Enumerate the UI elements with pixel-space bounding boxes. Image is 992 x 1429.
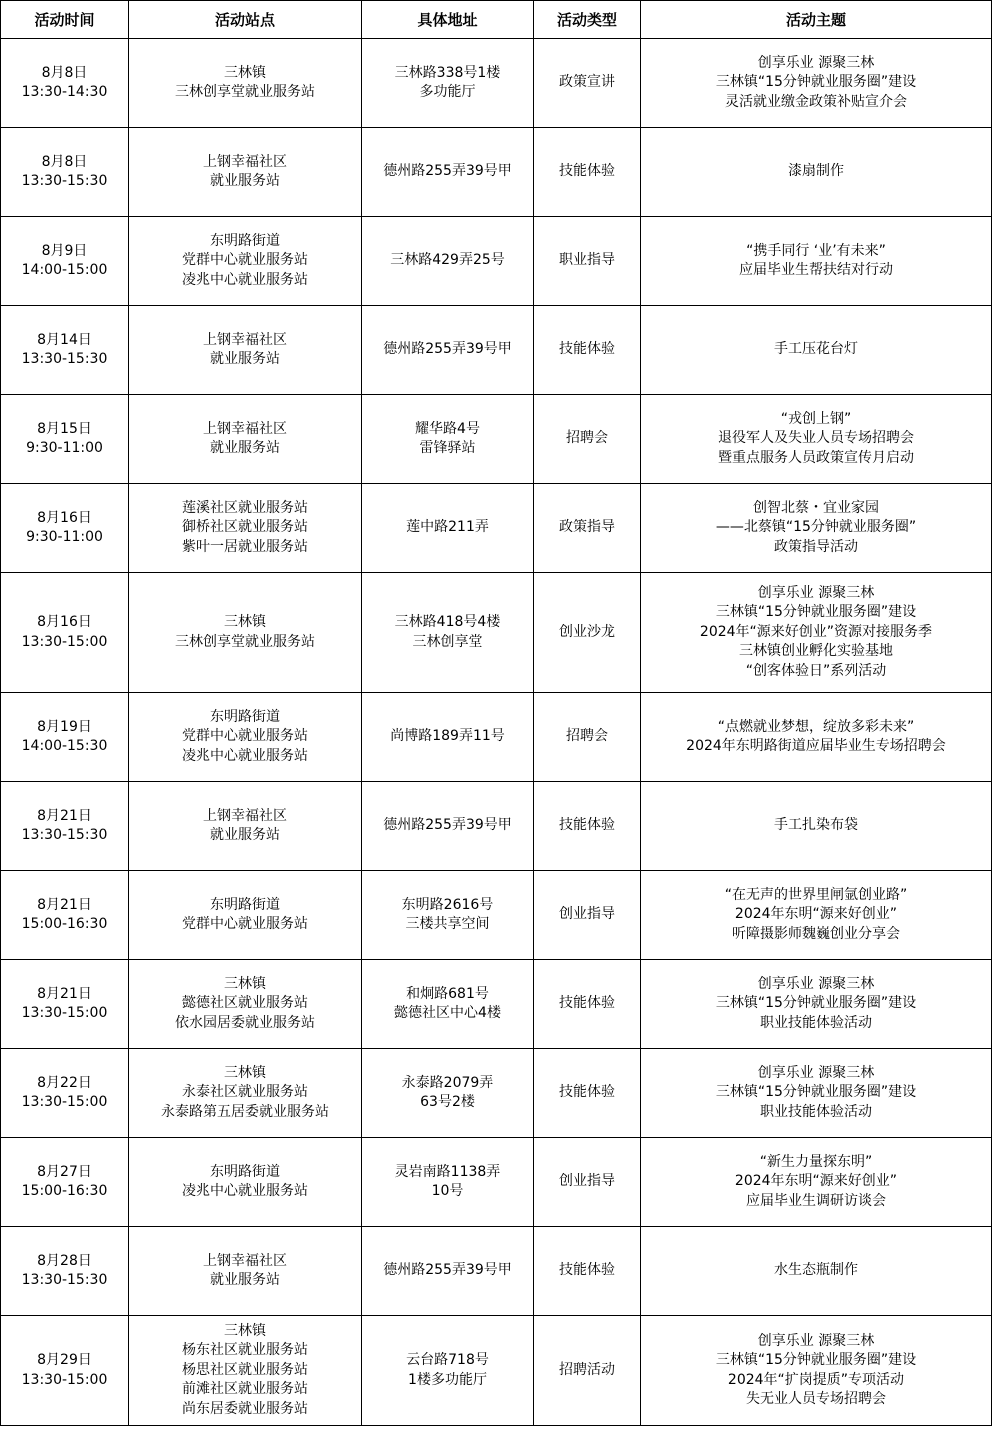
cell-site-line: 上钢幸福社区 xyxy=(203,807,287,824)
cell-theme-line: 三林镇“15分钟就业服务圈”建设 xyxy=(715,995,917,1012)
cell-site xyxy=(129,395,362,484)
cell-type xyxy=(534,217,641,306)
cell-type xyxy=(534,128,641,217)
cell-time xyxy=(1,1316,129,1426)
cell-address xyxy=(362,1049,534,1138)
cell-site xyxy=(129,217,362,306)
cell-theme-line: 手工压花台灯 xyxy=(774,341,858,358)
cell-theme xyxy=(641,573,992,693)
table-row xyxy=(1,484,992,573)
cell-address-line: 云台路718号 xyxy=(406,1352,489,1368)
cell-time-line: 13:30-15:00 xyxy=(21,1094,108,1110)
cell-type-text: 技能体验 xyxy=(559,163,615,180)
cell-address-line: 永泰路2079弄 xyxy=(401,1074,494,1091)
table-row xyxy=(1,395,992,484)
cell-time-line: 9:30-11:00 xyxy=(26,529,103,545)
cell-site-line: 上钢幸福社区 xyxy=(203,153,287,170)
cell-time-line: 14:00-15:30 xyxy=(21,738,108,754)
cell-site-line: 党群中心就业服务站 xyxy=(182,252,308,269)
cell-site xyxy=(129,306,362,395)
cell-site-line: 前滩社区就业服务站 xyxy=(182,1381,308,1398)
table-row xyxy=(1,306,992,395)
cell-address-line: 三林路418号4楼 xyxy=(394,614,501,630)
cell-type xyxy=(534,871,641,960)
cell-time-line: 13:30-15:00 xyxy=(21,1005,108,1021)
cell-theme xyxy=(641,395,992,484)
cell-theme-line: 三林镇“15分钟就业服务圈”建设 xyxy=(715,1084,917,1101)
table-row xyxy=(1,960,992,1049)
cell-address-line: 多功能厅 xyxy=(419,84,476,100)
cell-type xyxy=(534,693,641,782)
cell-address-line: 1楼多功能厅 xyxy=(408,1371,487,1388)
cell-time-line: 13:30-15:30 xyxy=(21,1272,108,1288)
cell-site-line: 东明路街道 xyxy=(210,896,280,913)
cell-site-line: 三林镇 xyxy=(224,975,266,992)
cell-address xyxy=(362,395,534,484)
cell-site-line: 凌兆中心就业服务站 xyxy=(182,271,308,288)
cell-site-line: 三林镇 xyxy=(224,1064,266,1081)
cell-site-line: 就业服务站 xyxy=(210,1272,280,1288)
cell-type-text: 技能体验 xyxy=(559,1084,615,1101)
cell-site xyxy=(129,1227,362,1316)
cell-theme-line: 创智北蔡・宜业家园 xyxy=(753,499,879,516)
cell-site-line: 就业服务站 xyxy=(210,173,280,189)
cell-site-line: 就业服务站 xyxy=(210,440,280,456)
table-row xyxy=(1,782,992,871)
cell-address xyxy=(362,782,534,871)
cell-address-line: 莲中路211弄 xyxy=(406,519,489,536)
cell-time-line: 13:30-15:30 xyxy=(21,351,108,367)
cell-time xyxy=(1,128,129,217)
cell-address-line: 德州路255弄39号甲 xyxy=(383,817,512,834)
cell-theme xyxy=(641,693,992,782)
cell-address-line: 三林创享堂 xyxy=(412,633,483,650)
cell-site xyxy=(129,1138,362,1227)
table-body xyxy=(1,39,992,1426)
cell-time xyxy=(1,1049,129,1138)
cell-theme xyxy=(641,39,992,128)
cell-time-line: 8月28日 xyxy=(37,1252,92,1269)
table-row xyxy=(1,573,992,693)
cell-time-line: 8月21日 xyxy=(37,985,92,1002)
header-theme: 活动主题 xyxy=(641,1,992,39)
cell-address-line: 东明路2616号 xyxy=(401,896,494,913)
cell-time-line: 8月16日 xyxy=(37,509,92,526)
cell-theme-line: 应届毕业生调研访谈会 xyxy=(746,1192,886,1209)
header-site: 活动站点 xyxy=(129,1,362,39)
cell-type xyxy=(534,1316,641,1426)
cell-time-line: 8月15日 xyxy=(37,420,92,437)
cell-site xyxy=(129,693,362,782)
cell-site-line: 上钢幸福社区 xyxy=(203,1252,287,1269)
cell-address-line: 懿德社区中心4楼 xyxy=(394,1005,501,1021)
cell-type xyxy=(534,395,641,484)
cell-theme-line: 2024年东明路街道应届毕业生专场招聘会 xyxy=(686,738,946,754)
cell-site xyxy=(129,484,362,573)
cell-site xyxy=(129,39,362,128)
cell-time-line: 8月14日 xyxy=(37,331,92,348)
cell-address-line: 德州路255弄39号甲 xyxy=(383,163,512,180)
cell-theme-line: “在无声的世界里闸氩创业路” xyxy=(724,886,908,903)
cell-site-line: 永泰路第五居委就业服务站 xyxy=(161,1103,329,1120)
cell-type xyxy=(534,39,641,128)
cell-theme-line: 职业技能体验活动 xyxy=(760,1103,872,1120)
cell-site-line: 杨思社区就业服务站 xyxy=(182,1361,308,1378)
table-row xyxy=(1,871,992,960)
cell-type xyxy=(534,960,641,1049)
cell-type xyxy=(534,573,641,693)
cell-time-line: 8月21日 xyxy=(37,807,92,824)
cell-type-text: 创业指导 xyxy=(559,1173,615,1190)
cell-time-line: 9:30-11:00 xyxy=(26,440,103,456)
cell-type xyxy=(534,1227,641,1316)
cell-theme-line: 创享乐业 源聚三林 xyxy=(757,584,875,601)
cell-site-line: 上钢幸福社区 xyxy=(203,331,287,348)
cell-time xyxy=(1,782,129,871)
cell-theme-line: 退役军人及失业人员专场招聘会 xyxy=(718,430,914,447)
cell-type-text: 技能体验 xyxy=(559,341,615,358)
cell-theme-line: 失无业人员专场招聘会 xyxy=(746,1391,886,1407)
cell-theme-line: 2024年“源来好创业”资源对接服务季 xyxy=(699,623,933,640)
header-row xyxy=(1,1,992,39)
cell-theme-line: 灵活就业缴金政策补贴宣介会 xyxy=(725,93,907,110)
cell-site xyxy=(129,1316,362,1426)
cell-time xyxy=(1,39,129,128)
table-row xyxy=(1,1049,992,1138)
cell-address-line: 63号2楼 xyxy=(420,1094,475,1110)
table-row xyxy=(1,1316,992,1426)
cell-site-line: 上钢幸福社区 xyxy=(203,420,287,437)
cell-theme xyxy=(641,217,992,306)
cell-theme xyxy=(641,1049,992,1138)
cell-time-line: 13:30-14:30 xyxy=(21,84,108,100)
cell-address xyxy=(362,1316,534,1426)
cell-address-line: 三林路429弄25号 xyxy=(390,252,505,269)
cell-theme-line: 2024年东明“源来好创业” xyxy=(734,1173,898,1190)
cell-address-line: 德州路255弄39号甲 xyxy=(383,341,512,358)
cell-site-line: 东明路街道 xyxy=(210,708,280,725)
cell-time xyxy=(1,306,129,395)
cell-site-line: 三林镇 xyxy=(224,614,266,630)
header-time: 活动时间 xyxy=(1,1,129,39)
cell-type-text: 创业指导 xyxy=(559,906,615,923)
cell-address xyxy=(362,1227,534,1316)
cell-theme-line: 创享乐业 源聚三林 xyxy=(757,54,875,71)
header-address: 具体地址 xyxy=(362,1,534,39)
cell-address xyxy=(362,693,534,782)
cell-theme-line: “创客体验日”系列活动 xyxy=(745,662,887,679)
table-row xyxy=(1,128,992,217)
header-type: 活动类型 xyxy=(534,1,641,39)
cell-site-line: 凌兆中心就业服务站 xyxy=(182,1183,308,1199)
cell-time xyxy=(1,693,129,782)
cell-type-text: 技能体验 xyxy=(559,995,615,1012)
cell-type xyxy=(534,1049,641,1138)
cell-time-line: 8月16日 xyxy=(37,614,92,630)
cell-time-line: 8月29日 xyxy=(37,1352,92,1368)
cell-type-text: 职业指导 xyxy=(559,252,615,269)
cell-time-line: 13:30-15:00 xyxy=(21,633,108,650)
cell-address xyxy=(362,306,534,395)
cell-site-line: 三林创享堂就业服务站 xyxy=(175,84,315,100)
cell-theme-line: 应届毕业生帮扶结对行动 xyxy=(739,262,893,278)
cell-type-text: 招聘活动 xyxy=(559,1361,615,1378)
cell-theme-line: 创享乐业 源聚三林 xyxy=(757,1064,875,1081)
cell-theme xyxy=(641,782,992,871)
table-row xyxy=(1,1138,992,1227)
cell-address-line: 耀华路4号 xyxy=(415,420,480,437)
cell-site-line: 永泰社区就业服务站 xyxy=(182,1084,308,1101)
cell-type-text: 政策指导 xyxy=(559,519,615,536)
cell-theme-line: 创享乐业 源聚三林 xyxy=(757,975,875,992)
cell-time-line: 8月22日 xyxy=(37,1074,92,1091)
cell-site xyxy=(129,782,362,871)
cell-theme-line: 漆扇制作 xyxy=(788,163,844,180)
cell-time-line: 13:30-15:00 xyxy=(21,1371,108,1388)
cell-time-line: 8月27日 xyxy=(37,1163,92,1180)
cell-address xyxy=(362,1138,534,1227)
cell-address-line: 雷锋驿站 xyxy=(419,440,476,456)
cell-time xyxy=(1,484,129,573)
cell-site xyxy=(129,573,362,693)
cell-site-line: 懿德社区就业服务站 xyxy=(182,995,308,1012)
cell-address-line: 尚博路189弄11号 xyxy=(390,728,505,745)
cell-type xyxy=(534,484,641,573)
cell-time-line: 13:30-15:30 xyxy=(21,827,108,843)
cell-theme xyxy=(641,484,992,573)
cell-theme-line: 2024年东明“源来好创业” xyxy=(734,906,898,923)
cell-site-line: 三林镇 xyxy=(224,64,266,81)
cell-address-line: 和炯路681号 xyxy=(406,985,489,1002)
cell-address xyxy=(362,39,534,128)
cell-time-line: 8月21日 xyxy=(37,896,92,913)
cell-theme-line: ——北蔡镇“15分钟就业服务圈” xyxy=(715,519,917,536)
cell-site-line: 就业服务站 xyxy=(210,827,280,843)
cell-time-line: 8月8日 xyxy=(41,64,88,81)
cell-time xyxy=(1,217,129,306)
cell-type-text: 技能体验 xyxy=(559,817,615,834)
cell-address xyxy=(362,217,534,306)
cell-theme xyxy=(641,1316,992,1426)
cell-theme-line: 水生态瓶制作 xyxy=(774,1262,858,1279)
cell-site-line: 党群中心就业服务站 xyxy=(182,916,308,932)
cell-address-line: 10号 xyxy=(431,1183,464,1199)
cell-time-line: 15:00-16:30 xyxy=(21,1183,108,1199)
cell-site xyxy=(129,960,362,1049)
cell-type-text: 创业沙龙 xyxy=(559,623,615,640)
cell-theme-line: 政策指导活动 xyxy=(774,538,858,555)
cell-site-line: 凌兆中心就业服务站 xyxy=(182,747,308,764)
cell-theme xyxy=(641,1138,992,1227)
table-row xyxy=(1,217,992,306)
cell-time xyxy=(1,573,129,693)
cell-address-line: 三楼共享空间 xyxy=(405,916,490,932)
cell-address-line: 德州路255弄39号甲 xyxy=(383,1262,512,1279)
cell-theme-line: 创享乐业 源聚三林 xyxy=(757,1332,875,1349)
cell-site-line: 就业服务站 xyxy=(210,351,280,367)
cell-theme-line: 三林镇“15分钟就业服务圈”建设 xyxy=(715,1352,917,1368)
cell-theme-line: “戎创上钢” xyxy=(780,410,852,427)
cell-time-line: 8月8日 xyxy=(41,153,88,170)
cell-site-line: 东明路街道 xyxy=(210,1163,280,1180)
cell-time-line: 14:00-15:00 xyxy=(21,262,108,278)
cell-time xyxy=(1,1227,129,1316)
cell-site-line: 莲溪社区就业服务站 xyxy=(182,499,308,516)
cell-type xyxy=(534,306,641,395)
cell-site-line: 杨东社区就业服务站 xyxy=(182,1342,308,1359)
cell-site xyxy=(129,871,362,960)
cell-address xyxy=(362,128,534,217)
cell-time xyxy=(1,871,129,960)
cell-theme xyxy=(641,128,992,217)
cell-site-line: 东明路街道 xyxy=(210,232,280,249)
cell-time-line: 8月19日 xyxy=(37,718,92,735)
cell-site-line: 依水园居委就业服务站 xyxy=(175,1014,315,1031)
table-row xyxy=(1,1227,992,1316)
cell-address xyxy=(362,573,534,693)
cell-time xyxy=(1,395,129,484)
cell-theme-line: 三林镇“15分钟就业服务圈”建设 xyxy=(715,74,917,91)
cell-theme xyxy=(641,871,992,960)
cell-time-line: 15:00-16:30 xyxy=(21,916,108,932)
cell-site-line: 三林镇 xyxy=(224,1322,266,1339)
cell-theme-line: 听障摄影师魏巍创业分享会 xyxy=(732,925,900,942)
cell-theme-line: “携手同行 ‘业’有未来” xyxy=(746,242,886,259)
table-row xyxy=(1,693,992,782)
cell-time xyxy=(1,1138,129,1227)
cell-address xyxy=(362,871,534,960)
cell-address xyxy=(362,484,534,573)
cell-type xyxy=(534,782,641,871)
cell-theme xyxy=(641,1227,992,1316)
cell-theme-line: 三林镇创业孵化实验基地 xyxy=(739,643,893,660)
cell-theme-line: “点燃就业梦想，绽放多彩未来” xyxy=(717,718,915,735)
cell-site-line: 紫叶一居就业服务站 xyxy=(182,538,308,555)
cell-site xyxy=(129,1049,362,1138)
cell-theme-line: 暨重点服务人员政策宣传月启动 xyxy=(718,449,914,466)
cell-type-text: 技能体验 xyxy=(559,1262,615,1279)
cell-site xyxy=(129,128,362,217)
cell-site-line: 三林创享堂就业服务站 xyxy=(175,633,315,650)
cell-site-line: 党群中心就业服务站 xyxy=(182,728,308,745)
cell-time-line: 13:30-15:30 xyxy=(21,173,108,189)
cell-theme-line: 职业技能体验活动 xyxy=(760,1014,872,1031)
cell-type-text: 政策宣讲 xyxy=(559,74,615,91)
cell-theme-line: 三林镇“15分钟就业服务圈”建设 xyxy=(715,604,917,621)
cell-theme-line: 手工扎染布袋 xyxy=(774,817,858,834)
cell-type-text: 招聘会 xyxy=(566,430,608,447)
cell-type xyxy=(534,1138,641,1227)
table-row xyxy=(1,39,992,128)
cell-theme-line: “新生力量探东明” xyxy=(759,1153,873,1170)
cell-site-line: 尚东居委就业服务站 xyxy=(182,1400,308,1417)
cell-theme xyxy=(641,960,992,1049)
cell-theme-line: 2024年“扩岗提质”专项活动 xyxy=(727,1371,905,1388)
cell-address xyxy=(362,960,534,1049)
cell-time xyxy=(1,960,129,1049)
cell-address-line: 三林路338号1楼 xyxy=(394,64,501,81)
cell-address-line: 灵岩南路1138弄 xyxy=(394,1163,501,1180)
cell-theme xyxy=(641,306,992,395)
cell-site-line: 御桥社区就业服务站 xyxy=(182,519,308,536)
cell-type-text: 招聘会 xyxy=(566,728,608,745)
cell-time-line: 8月9日 xyxy=(41,242,88,259)
